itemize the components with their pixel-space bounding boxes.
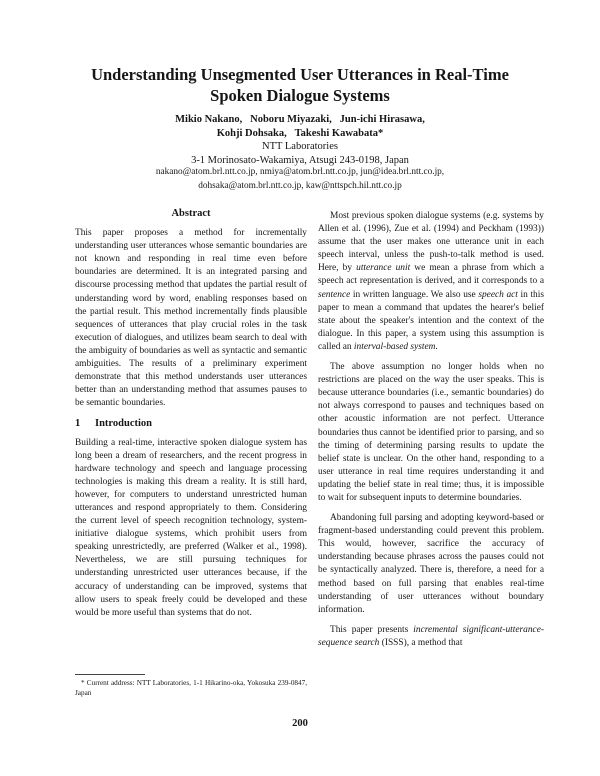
term-interval-based-system: interval-based system [353,341,436,352]
section-heading-introduction [75,417,307,430]
text-run: in this paper to mean a command that updates the hearer's belief state about the speaker's intention and the context of the dialogue. In this paper, a system using this assumption is called an [318,289,544,352]
affiliation-address: 3-1 Morinosato-Wakamiya, Atsugi 243-0198, Japan [191,155,409,166]
footnote-rule [75,674,145,675]
emails-line-1: nakano@atom.brl.ntt.co.jp, nmiya@atom.brl.ntt.co.jp, jun@idea.brl.ntt.co.jp, [155,167,445,177]
paper-title [60,64,540,106]
right-paragraph-4 [318,624,544,650]
term-utterance-unit: utterance unit [356,263,411,274]
page-number: 200 [292,718,308,729]
text-run: (ISSS), a method that [379,637,463,648]
text-run: Most previous spoken dialogue systems (e.g. systems by Allen et al. (1996), Zue et al. (1994) and Peckham (1993)) assume that the user makes one utterance unit in each speech interval, unless the push-to-talk method is used. Here, by [318,211,544,274]
authors-line-1: Mikio Nakano, Noboru Miyazaki, Jun-ichi Hirasawa, [175,114,425,125]
affiliation-org: NTT Laboratories [262,141,338,152]
intro-paragraph-1: Building a real-time, interactive spoken dialogue system has long been a dream of researchers, and the recent progress in hardware technology and speech and language processing technologies is making this dream a reality. It is still hard, however, for computers to understand unrestricted human utterances and respond appropriately to them. Considering the current level of speech recognition technology, system-initiative dialogue systems, which prohibit users from speaking unrestrictedly, are preferred (Walker et al., 1998). Nevertheless, we are still pursuing techniques for understanding unrestricted user utterances because, if the accuracy of understanding can be improved, systems that allow users to speak freely could be developed and these would be more useful than systems that do not. [75,437,307,618]
right-column [318,210,544,657]
term-sentence: sentence [318,289,351,300]
title-line-2: Spoken Dialogue Systems [210,86,390,105]
footnote: * Current address: NTT Laboratories, 1-1 Hikarino-oka, Yokosuka 239-0847, Japan [75,679,307,697]
right-paragraph-3: Abandoning full parsing and adopting keyword-based or fragment-based understanding could prevent this problem. This would, however, sacrifice the accuracy of understanding because phrases across the pauses could not be syntactically analyzed. There is, therefore, a need for a method based on full parsing that enables real-time understanding of user utterances without boundary information. [318,513,544,615]
title-line-1: Understanding Unsegmented User Utterances in Real-Time [91,65,509,84]
author-emails [60,166,540,193]
right-paragraph-2: The above assumption no longer holds when no restrictions are placed on the way the user speaks. This is because utterance boundaries (i.e., semantic boundaries) do not always correspond to pauses and techniques based on other acoustic information are not perfect. Utterance boundaries thus cannot be identified prior to parsing, and so the timing of determining parsing results to update the belief state is unclear. On the other hand, responding to a user utterance in real time requires understanding it and updating the belief state in real time; thus, it is impossible to wait for subsequent inputs to determine boundaries. [318,362,544,503]
abstract-heading: Abstract [171,208,211,219]
section-title: Introduction [95,418,152,430]
authors-line-2: Kohji Dohsaka, Takeshi Kawabata* [216,128,384,139]
term-speech-act: speech act [478,289,518,300]
emails-line-2: dohsaka@atom.brl.ntt.co.jp, kaw@nttspch.hil.ntt.co.jp [198,180,402,191]
section-number: 1 [75,418,81,430]
text-run: we mean a phrase from which a speech act representation is derived, and it corresponds to a [318,263,544,287]
text-run: This paper presents [330,624,414,635]
affiliation [70,140,530,168]
text-run: . [435,341,438,352]
abstract-text: This paper proposes a method for incrementally understanding user utterances whose semantic boundaries are not known and responding in real time even before boundaries are determined. It is an integrated parsing and discourse processing method that updates the partial result of understanding word by word, enabling responses based on the partial result. This method incrementally finds plausible sequences of utterances that play crucial roles in the task execution of dialogues, and utilizes beam search to deal with the ambiguity of boundaries as well as syntactic and semantic ambiguities. The results of a preliminary experiment demonstrate that this method understands user utterances better than an understanding method that assumes pauses to be semantic boundaries. [75,228,307,409]
left-column [75,207,307,627]
text-run: in written language. We also use [350,289,479,300]
term-isss: incremental significant-utterance-sequence search [318,624,544,648]
author-list [70,113,530,141]
right-paragraph-1 [318,210,544,354]
